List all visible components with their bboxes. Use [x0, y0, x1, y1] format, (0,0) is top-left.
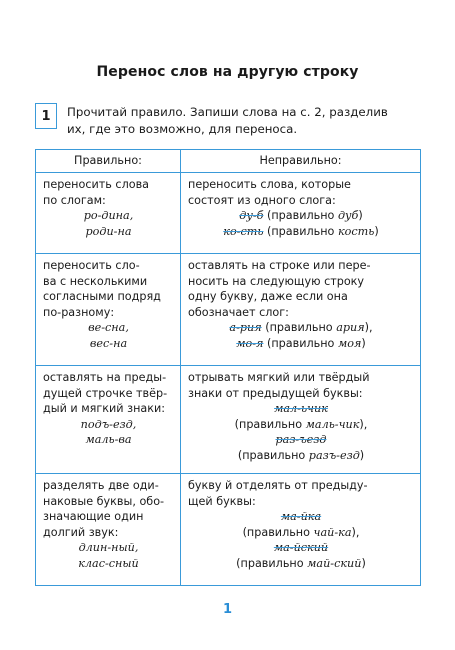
rule-line: дый и мягкий знаки: [43, 402, 166, 415]
correct-word: чай-ка [313, 525, 352, 539]
wrong-split: раз-ъезд [275, 433, 327, 446]
note-end: ), [351, 525, 360, 539]
note-end: ), [359, 417, 368, 431]
header-correct: Правильно: [36, 150, 181, 173]
correct-word: маль-чик [305, 417, 360, 431]
example-line [188, 448, 414, 464]
note-text: (правильно [261, 321, 337, 334]
rule-line: отрывать мягкий или твёрдый [188, 371, 370, 384]
example-line [188, 208, 414, 224]
correct-word: моя [337, 336, 362, 350]
header-incorrect: Неправильно: [181, 150, 421, 173]
rule-line: обозначает слог: [188, 305, 289, 319]
incorrect-cell [181, 173, 421, 254]
task-instruction-line-2: их, где это возможно, для переноса. [67, 122, 298, 136]
rule-line: носить на следующую строку [188, 274, 365, 288]
rule-line: дущей строчке твёр- [43, 386, 168, 400]
rule-line: переносить слова, которые [188, 178, 351, 191]
example-word: клас-сный [78, 556, 139, 570]
rule-line: знаки от предыдущей буквы: [188, 386, 363, 400]
wrong-split: ко-сть [223, 224, 264, 238]
note-end: ) [374, 224, 379, 238]
wrong-split: ма-йка [280, 510, 322, 523]
task-number-badge: 1 [35, 103, 57, 129]
table-row [36, 366, 421, 474]
incorrect-cell [181, 474, 421, 586]
example-line [188, 320, 414, 336]
note-end: ) [359, 448, 365, 462]
page-title: Перенос слов на другую строку [96, 64, 359, 80]
rule-line: разделять две оди- [43, 479, 159, 492]
rule-line: значающие один [43, 510, 144, 523]
task-instruction-line-1: Прочитай правило. Запиши слова на с. 2, разделив [67, 105, 388, 119]
example-word: длин-ный, [78, 541, 139, 554]
example-word: подъ-езд, [80, 417, 137, 431]
wrong-split: мо-я [236, 336, 264, 350]
hyphenation-rules-table [35, 149, 421, 586]
rule-line: долгий звук: [43, 525, 119, 539]
rule-line: щей буквы: [188, 494, 256, 508]
note-text: (правильно [234, 417, 306, 431]
example-line [188, 556, 414, 572]
rule-line: переносить слова [43, 178, 150, 191]
example-line [188, 336, 414, 352]
note-text: (правильно [263, 209, 338, 222]
rule-line: ва с несколькими [43, 274, 148, 288]
table-row [36, 474, 421, 586]
correct-word: кость [337, 224, 375, 238]
note-text: (правильно [263, 224, 338, 238]
correct-word: май-ский [307, 556, 362, 570]
rule-line: букву й отделять от предыду- [188, 479, 368, 492]
wrong-split: а-рия [229, 321, 262, 334]
note-end: ) [358, 209, 363, 222]
example-word: роди-на [85, 224, 132, 238]
rule-line: оставлять на преды- [43, 371, 167, 384]
correct-cell [36, 366, 181, 474]
rule-line: согласными подряд [43, 290, 161, 303]
note-end: ) [361, 336, 366, 350]
table-row [36, 173, 421, 254]
rule-line: по-разному: [43, 305, 115, 319]
correct-word: ария [336, 321, 365, 334]
example-word: вес-на [89, 336, 128, 350]
rule-line: наковые буквы, обо- [43, 494, 165, 508]
example-word: маль-ва [85, 433, 132, 446]
table-header-row [36, 150, 421, 173]
incorrect-cell [181, 366, 421, 474]
note-end: ), [364, 321, 373, 334]
note-text: (правильно [242, 525, 314, 539]
correct-word: дуб [337, 209, 359, 222]
rule-line: по слогам: [43, 193, 106, 207]
correct-cell [36, 254, 181, 366]
correct-cell [36, 173, 181, 254]
note-text: (правильно [236, 556, 308, 570]
note-end: ) [361, 556, 366, 570]
correct-cell [36, 474, 181, 586]
example-line [188, 525, 414, 541]
example-line [188, 224, 414, 240]
wrong-split: мал-ьчик [274, 402, 328, 415]
example-word: ро-дина, [83, 209, 134, 222]
wrong-split: ма-йский [273, 541, 329, 554]
wrong-split: ду-б [239, 209, 264, 222]
note-text: (правильно [237, 448, 309, 462]
rule-line: одну букву, даже если она [188, 290, 348, 303]
page-number: 1 [222, 602, 233, 617]
example-word: ве-сна, [88, 321, 129, 334]
example-line [188, 417, 414, 433]
note-text: (правильно [263, 336, 338, 350]
table-row [36, 254, 421, 366]
rule-line: переносить сло- [43, 259, 140, 272]
incorrect-cell [181, 254, 421, 366]
rule-line: оставлять на строке или пере- [188, 259, 371, 272]
rule-line: состоят из одного слога: [188, 193, 336, 207]
correct-word: разъ-езд [308, 448, 360, 462]
